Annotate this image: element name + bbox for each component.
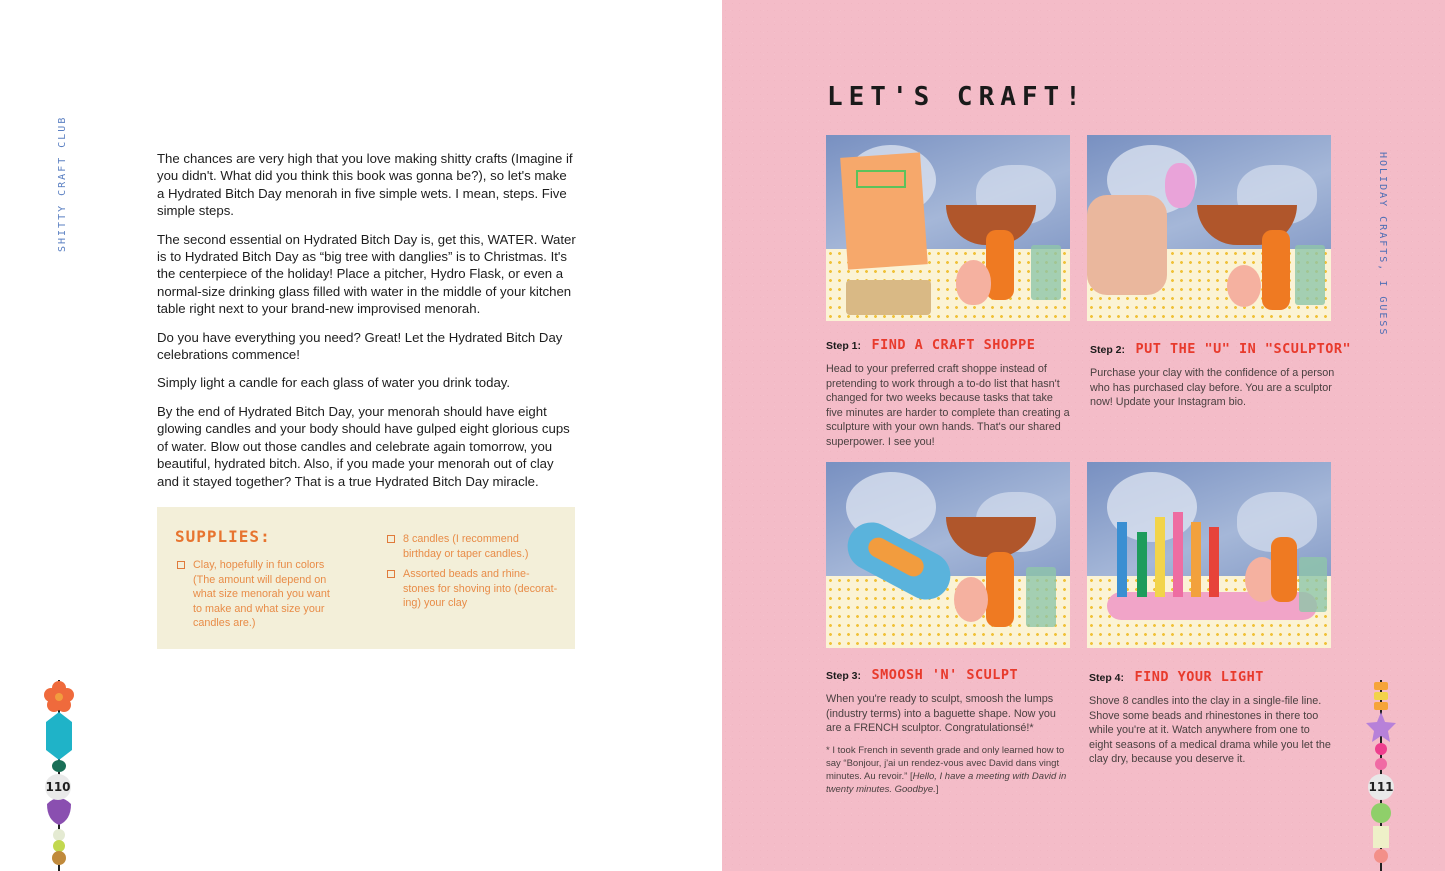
checkbox-icon xyxy=(387,570,395,578)
step-3-photo xyxy=(826,462,1070,648)
footnote-end: ] xyxy=(935,783,939,795)
page-title: LET'S CRAFT! xyxy=(827,82,1087,112)
footnote-translation: Hello, I have a meeting with David in twenty minutes. Goodbye. xyxy=(826,770,1067,795)
page-number-left: 110 xyxy=(45,774,71,800)
step-text: Shove 8 candles into the clay in a single-file line. Shove some beads and rhinestones in there too while you're at it. Watch anywhere from one to eight seasons of a medical drama while you let the clay dry, because you deserve it. xyxy=(1089,695,1331,766)
step-label: Step 2: xyxy=(1090,344,1126,356)
step-footnote xyxy=(826,744,1071,796)
supply-item xyxy=(385,532,560,561)
step-heading xyxy=(1090,340,1352,358)
paragraph: The second essential on Hydrated Bitch Day is, get this, WATER. Water is to Hydrated Bitch Day as “big tree with danglies” is to Christmas. It's the centerpiece of the holiday! Place a pitcher, Hydro Flask, or even a normal-size drinking glass filled with water in the middle of your kitchen table right next to your brand-new improvised menorah. xyxy=(157,231,576,317)
step-title: PUT THE "U" IN "SCULPTOR" xyxy=(1135,341,1352,357)
step-1 xyxy=(826,336,1071,450)
paragraph: Simply light a candle for each glass of water you drink today. xyxy=(157,375,511,391)
supply-item-text: 8 candles (I recommend birthday or taper candles.) xyxy=(403,533,529,560)
page-number-right: 111 xyxy=(1368,774,1394,800)
supplies-column-1 xyxy=(175,558,335,637)
running-head-left: SHITTY CRAFT CLUB xyxy=(57,115,68,252)
step-4-photo xyxy=(1087,462,1331,648)
checkbox-icon xyxy=(177,561,185,569)
step-4 xyxy=(1089,668,1334,767)
supplies-title: SUPPLIES: xyxy=(175,527,271,546)
step-heading xyxy=(826,336,1071,354)
left-page xyxy=(0,0,722,871)
supply-item xyxy=(385,567,560,611)
step-text: Purchase your clay with the confidence of a person who has purchased clay before. You are a sculptor now! Update your Instagram bio. xyxy=(1090,367,1335,409)
paragraph: By the end of Hydrated Bitch Day, your menorah should have eight glowing candles and your body should have gulped eight glorious cups of water. Blow out those candles and celebrate again tomorrow, you beautiful, hydrated bitch. Also, if you made your menorah out of clay and it stayed together? That is a true Hydrated Bitch Day miracle. xyxy=(157,403,570,489)
step-2-photo xyxy=(1087,135,1331,321)
step-heading xyxy=(1089,668,1334,686)
step-label: Step 1: xyxy=(826,340,862,352)
step-1-photo xyxy=(826,135,1070,321)
checkbox-icon xyxy=(387,535,395,543)
step-title: FIND YOUR LIGHT xyxy=(1134,669,1264,685)
supply-item xyxy=(175,558,335,631)
step-title: SMOOSH 'N' SCULPT xyxy=(871,667,1019,683)
step-heading xyxy=(826,666,1071,684)
step-title: FIND A CRAFT SHOPPE xyxy=(871,337,1036,353)
step-text: When you're ready to sculpt, smoosh the lumps (industry terms) into a baguette shape. Now you are a FRENCH sculptor. Congratulationsé!* xyxy=(826,693,1056,735)
paragraph: Do you have everything you need? Great! Let the Hydrated Bitch Day celebrations commence! xyxy=(157,329,563,363)
paragraph: The chances are very high that you love making shitty crafts (Imagine if you didn't. What did you think this book was gonna be?), so let's make a Hydrated Bitch Day menorah in five simple wets. I mean, steps. Five simple steps. xyxy=(157,151,573,219)
footnote-text: * I took French in seventh grade and only learned how to say “Bonjour, j'ai un rendez-vous avec David dans vingt minutes. Au revoir.” [ xyxy=(826,744,1065,782)
step-2 xyxy=(1090,340,1352,410)
step-text: Head to your preferred craft shoppe instead of pretending to work through a to-do list that hasn't changed for two weeks because tasks that take five minutes are harder to complete than creating a sculpture with your own hands. That's our shared superpower. I see you! xyxy=(826,363,1070,448)
step-label: Step 3: xyxy=(826,670,862,682)
supply-item-text: Clay, hopefully in fun colors (The amount will depend on what size menorah you want to make and what size your candles are.) xyxy=(193,559,330,629)
step-label: Step 4: xyxy=(1089,672,1125,684)
supplies-box xyxy=(157,507,575,649)
supply-item-text: Assorted beads and rhine-stones for shoving into (decorat-ing) your clay xyxy=(403,568,558,609)
supplies-column-2 xyxy=(385,532,560,617)
step-3 xyxy=(826,666,1071,796)
running-head-right: HOLIDAY CRAFTS, I GUESS xyxy=(1377,152,1388,337)
intro-text xyxy=(157,150,577,501)
